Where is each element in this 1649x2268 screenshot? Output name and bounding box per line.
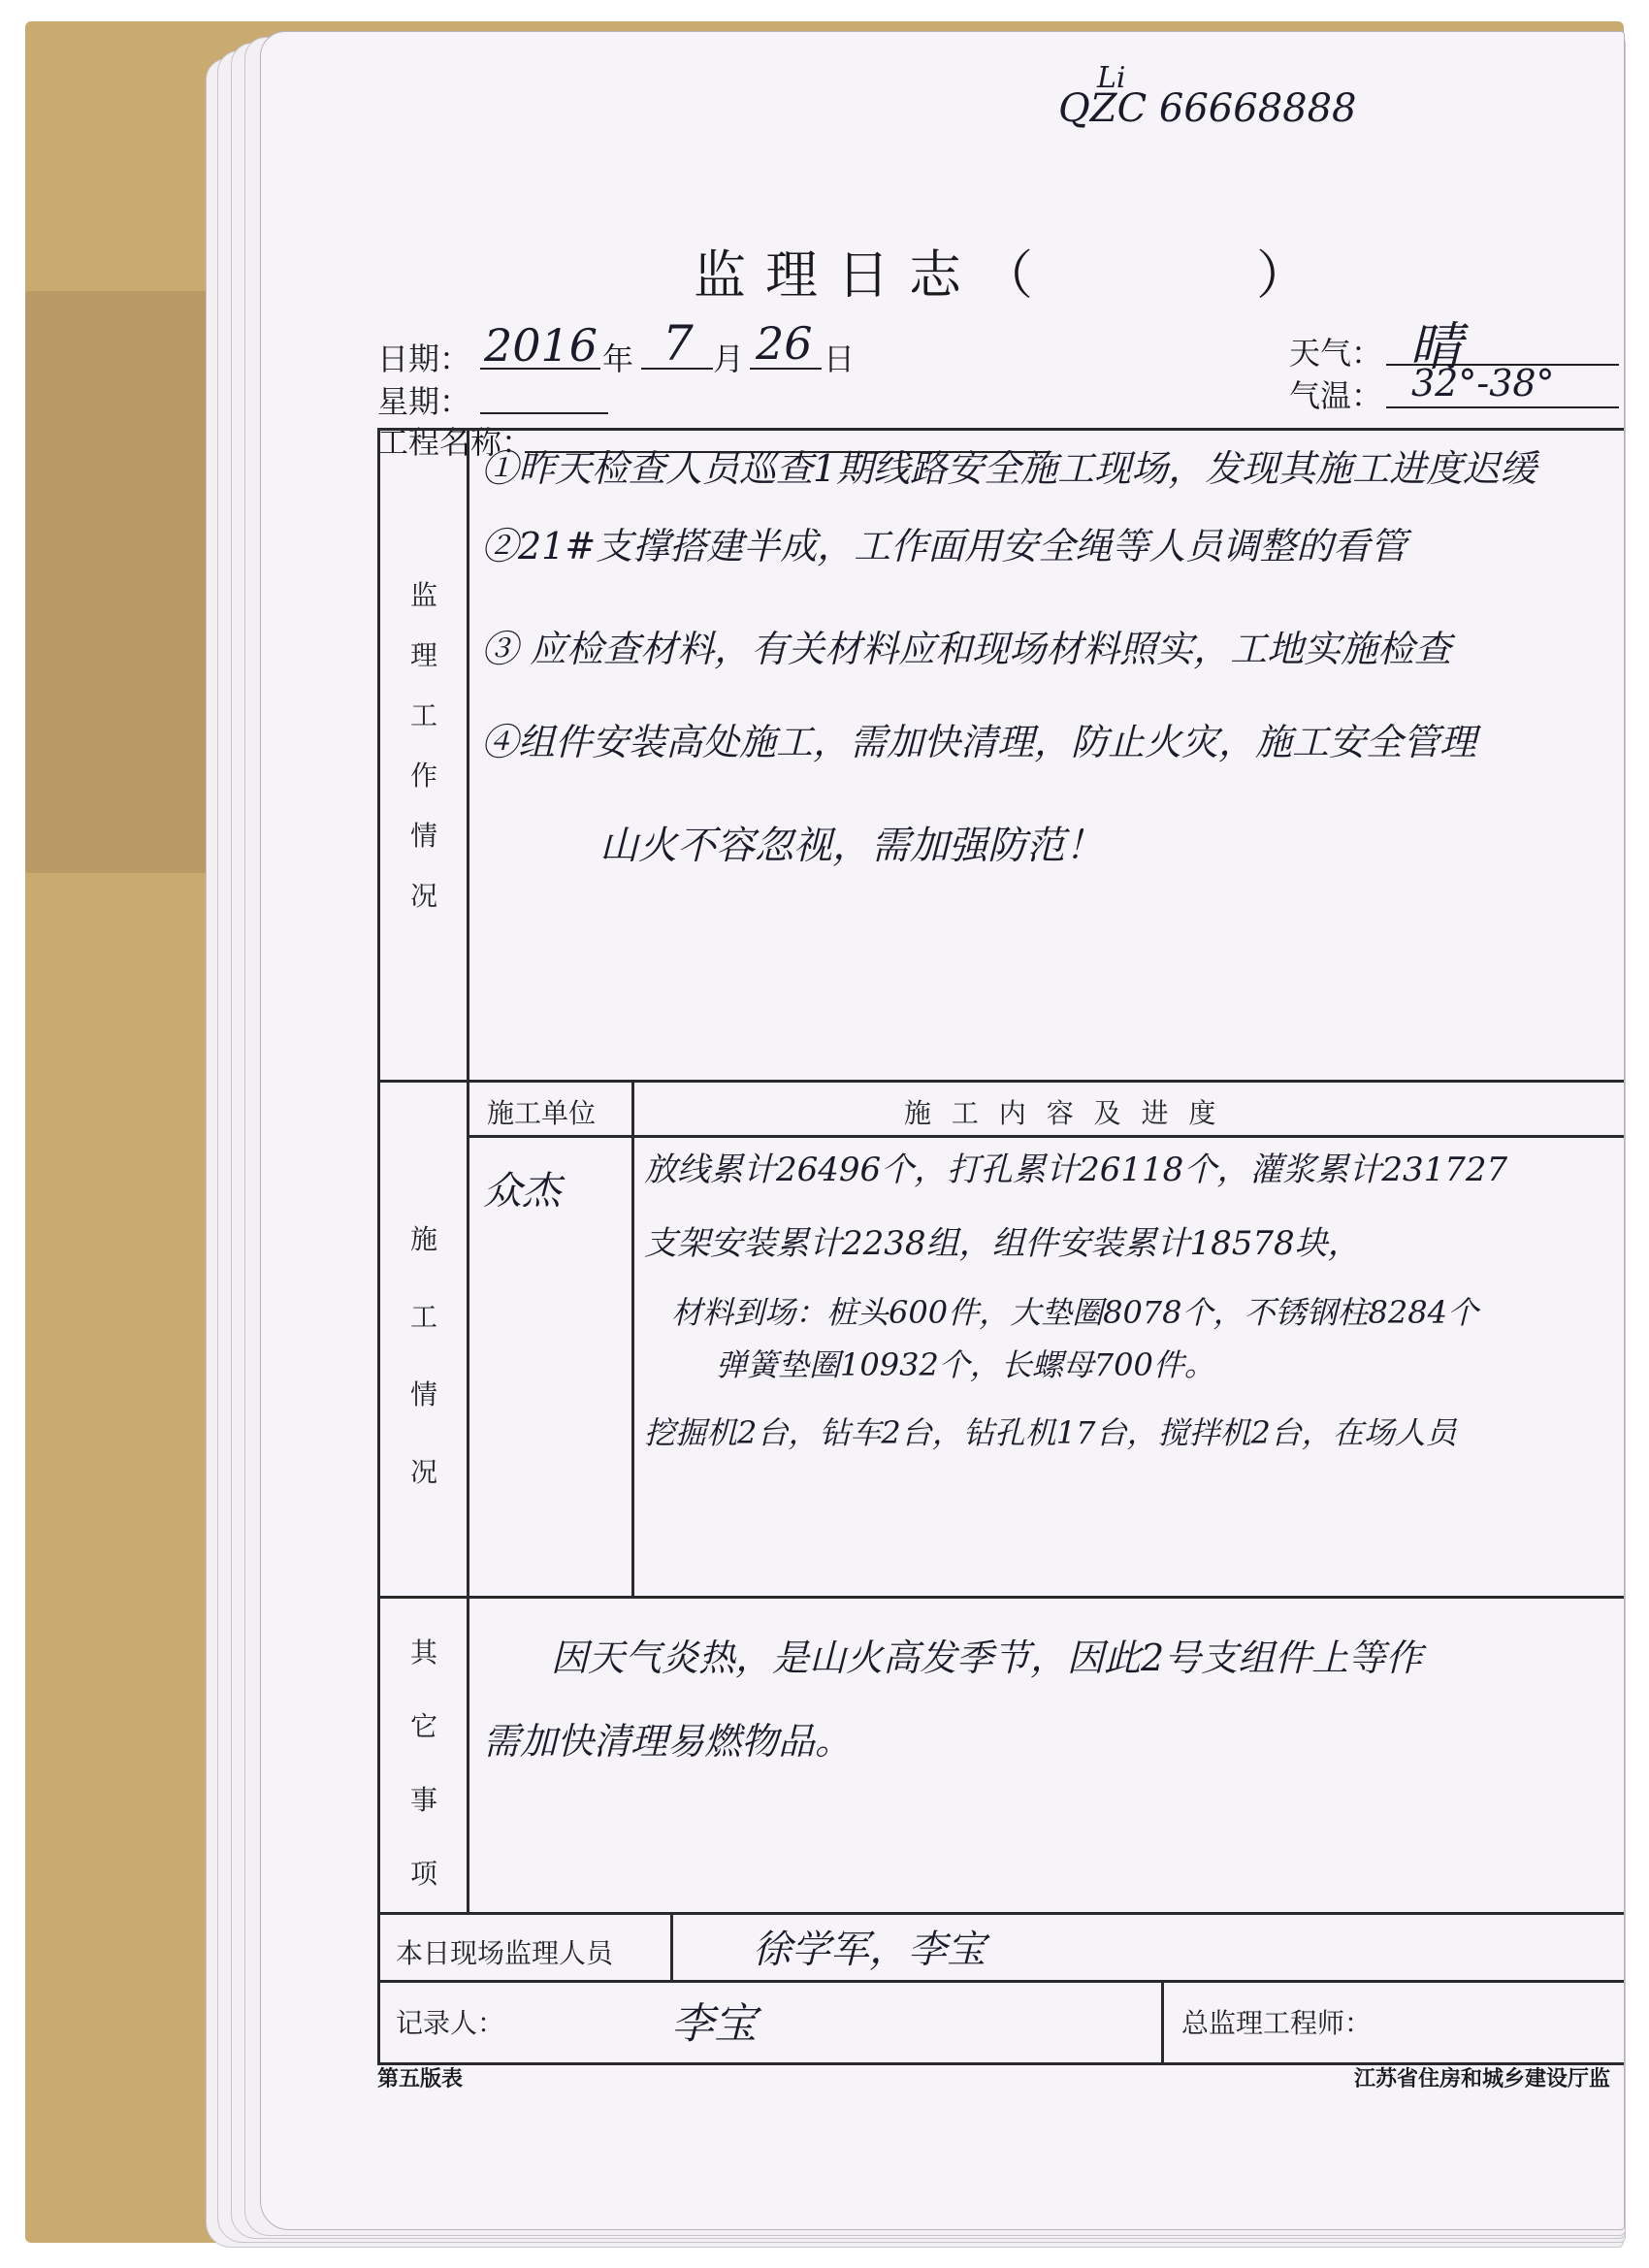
date-day: 26 [756,317,813,370]
code-note: Li [1097,61,1126,95]
form-version: 第五版表 [377,2067,464,2091]
construction-line-2: 支架安装累计2238组，组件安装累计18578块， [644,1224,1361,1263]
construction-label: 施 工 情 况 [409,1223,437,1488]
project-label: 工程名称： [377,424,534,461]
log-form-table [377,428,1624,2065]
weather-value: 晴 [1409,316,1462,377]
content-header: 施 工 内 容 及 进 度 [904,1097,1222,1129]
document-code: QZC 66668888 [1058,86,1357,131]
construction-line-3: 材料到场：桩头600件，大垫圈8078个，不锈钢柱8284个 [671,1294,1478,1331]
staff-row [380,1915,1624,1983]
weekday-label: 星期： [377,383,471,420]
supervision-line-1: ①昨天检查人员巡查1期线路安全施工现场，发现其施工进度迟缓 [481,447,1537,490]
chief-engineer-label: 总监理工程师： [1181,2007,1373,2039]
staff-value: 徐学军，李宝 [753,1928,986,1972]
other-section [380,1599,1624,1915]
supervision-line-2: ②21#支撑搭建半成，工作面用安全绳等人员调整的看管 [481,525,1407,567]
date-label: 日期： [377,340,471,377]
construction-line-1: 放线累计26496个，打孔累计26118个，灌浆累计231727 [644,1150,1508,1189]
issuing-authority: 江苏省住房和城乡建设厅监 [1353,2067,1610,2091]
construction-line-5: 挖掘机2台，钻车2台，钻孔机17台，搅拌机2台，在场人员 [644,1414,1457,1451]
page-title: 监理日志（ ） [694,244,1328,306]
construction-label-cell [380,1083,469,1596]
date-year: 2016 [484,319,598,372]
recorder-value: 李宝 [671,1999,757,2049]
recorder-row [380,1983,1624,2062]
other-label: 其 它 事 项 [409,1636,437,1890]
unit-value: 众杰 [483,1169,561,1214]
supervision-section [380,431,1624,1083]
date-month: 7 [663,315,694,372]
supervision-line-4: ④组件安装高处施工，需加快清理，防止火灾，施工安全管理 [481,721,1477,763]
recorder-label: 记录人： [396,2007,505,2039]
day-label: 日 [824,340,856,377]
temp-value: 32°-38° [1411,362,1555,405]
supervision-label: 监 理 工 作 情 况 [409,579,437,912]
temp-label: 气温： [1289,377,1383,414]
other-line-2: 需加快清理易燃物品。 [483,1720,853,1763]
supervision-line-3: ③ 应检查材料，有关材料应和现场材料照实，工地实施检查 [481,628,1452,670]
log-page [260,31,1625,2230]
weather-label: 天气： [1289,335,1383,372]
temp-underline [1386,406,1619,408]
other-label-cell [380,1599,469,1912]
construction-line-4: 弹簧垫圈10932个，长螺母700件。 [716,1346,1215,1383]
unit-header: 施工单位 [487,1097,597,1129]
construction-section [380,1083,1624,1599]
other-line-1: 因天气炎热，是山火高发季节，因此2号支组件上等作 [551,1636,1423,1679]
month-label: 月 [713,340,745,377]
weekday-underline [480,412,608,414]
supervision-label-cell [380,431,469,1080]
staff-label: 本日现场监理人员 [396,1937,614,1969]
supervision-line-5: 山火不容忽视，需加强防范！ [599,824,1104,868]
year-label: 年 [602,340,634,377]
